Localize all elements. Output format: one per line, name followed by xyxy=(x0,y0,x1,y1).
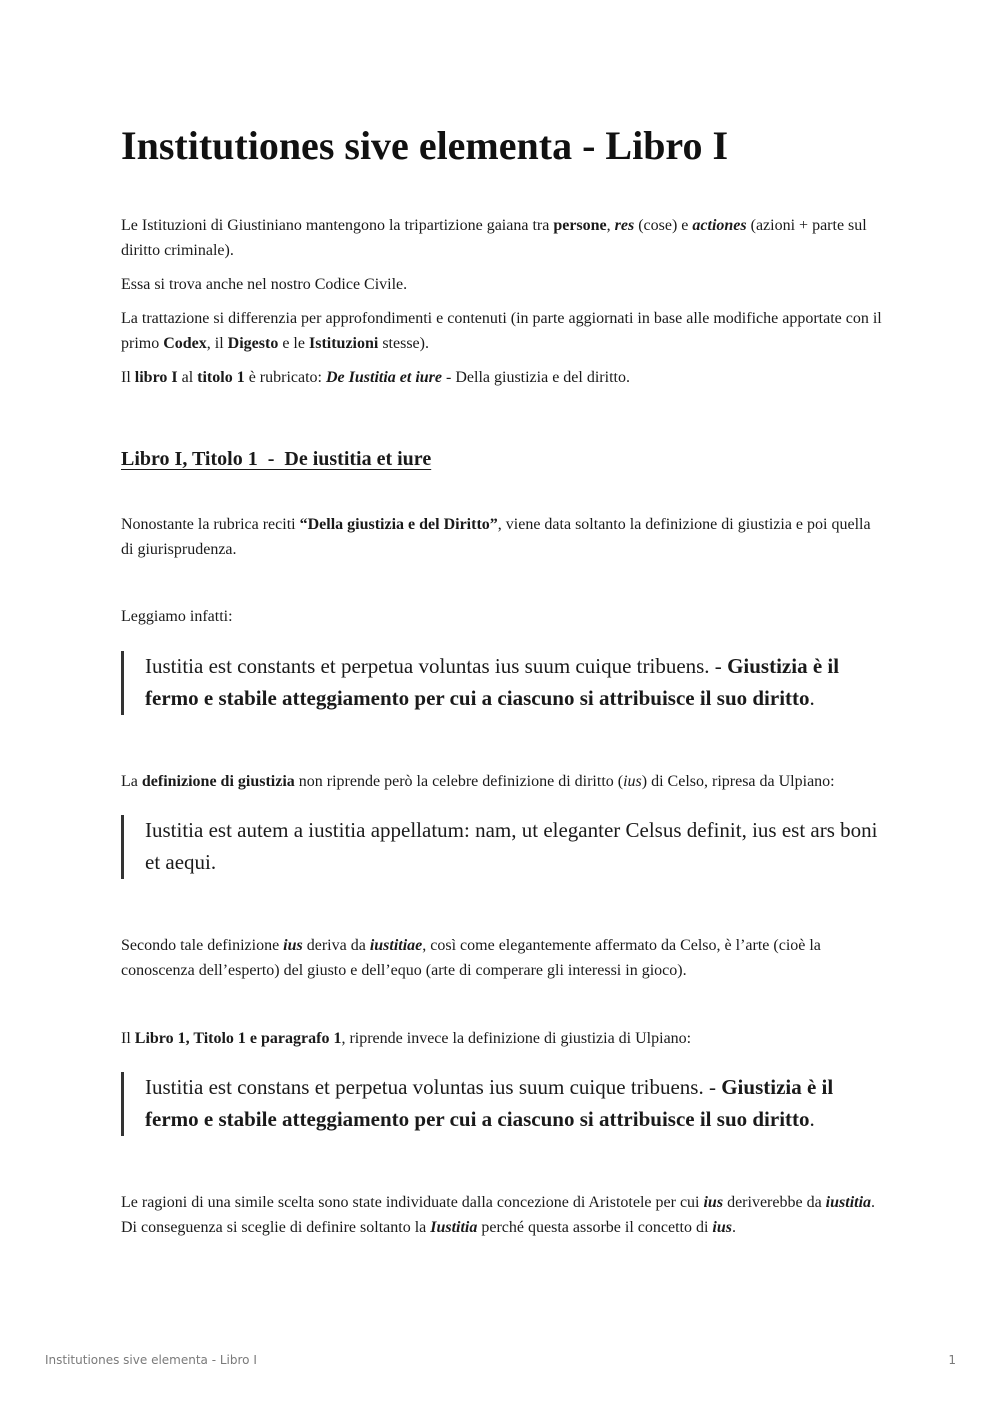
section-paragraph-5: Il Libro 1, Titolo 1 e paragrafo 1, riprende invece la definizione di giustizia di Ulpiano: xyxy=(121,1030,692,1047)
term-ius: ius xyxy=(712,1219,732,1236)
intro-paragraph-4: Il libro I al titolo 1 è rubricato: De Iustitia et iure - Della giustizia e del diritto. xyxy=(121,369,630,386)
term-iustitiae: iustitiae xyxy=(369,937,423,954)
footer-page-number: 1 xyxy=(948,1353,956,1367)
page-title: Institutiones sive elementa - Libro I xyxy=(121,123,729,168)
section-paragraph-4: Secondo tale definizione ius deriva da iustitiae, così come elegantemente affermato da Celso, è l’arte (cioè la conoscenza dell’esperto) del giusto e dell’equo (arte di comperare gli interessi in gioco). xyxy=(121,937,821,979)
intro-paragraph-3: La trattazione si differenzia per approfondimenti e contenuti (in parte aggiornati in base alle modifiche apportate con il primo Codex, il Digesto e le Istituzioni stesse). xyxy=(121,310,882,352)
footer-document-title: Institutiones sive elementa - Libro I xyxy=(45,1353,257,1367)
intro-paragraph-1: Le Istituzioni di Giustiniano mantengono la tripartizione gaiana tra persone, res (cose) e actiones (azioni + parte sul diritto criminale). xyxy=(121,217,867,259)
term-istituzioni: Istituzioni xyxy=(308,335,379,352)
section-paragraph-2: Leggiamo infatti: xyxy=(121,608,233,625)
blockquote-2: Iustitia est autem a iustitia appellatum: nam, ut eleganter Celsus definit, ius est ars boni et aequi. xyxy=(121,815,886,879)
term-ius: ius xyxy=(703,1194,724,1211)
term-libro-i: libro I xyxy=(134,369,178,386)
section-paragraph-6: Le ragioni di una simile scelta sono state individuate dalla concezione di Aristotele per cui ius deriverebbe da iustitia. Di conseguenza si sceglie di definire soltanto la Iustitia perché questa assorbe il concetto di ius. xyxy=(121,1194,876,1236)
section-heading: Libro I, Titolo 1 - De iustitia et iure xyxy=(121,448,432,470)
term-rubrica: De Iustitia et iure xyxy=(326,369,443,386)
term-ius: ius xyxy=(283,937,303,954)
term-iustitia: iustitia xyxy=(825,1194,872,1211)
section-paragraph-1: Nonostante la rubrica reciti “Della giustizia e del Diritto”, viene data soltanto la definizione di giustizia e poi quella di giurisprudenza. xyxy=(121,516,871,558)
term-ius: ius xyxy=(623,773,642,790)
quote-translation: Giustizia è il fermo e stabile atteggiamento per cui a ciascuno si attribuisce il suo diritto xyxy=(145,1075,834,1131)
term-codex: Codex xyxy=(163,335,207,352)
term-reference: Libro 1, Titolo 1 e paragrafo 1 xyxy=(134,1030,342,1047)
quote-translation: Giustizia è il fermo e stabile atteggiamento per cui a ciascuno si attribuisce il suo diritto xyxy=(145,654,840,710)
intro-paragraph-2: Essa si trova anche nel nostro Codice Civile. xyxy=(121,276,408,293)
term-iustitia-capital: Iustitia xyxy=(430,1219,478,1236)
term-digesto: Digesto xyxy=(227,335,279,352)
blockquote-3: Iustitia est constans et perpetua voluntas ius suum cuique tribuens. - Giustizia è il fermo e stabile atteggiamento per cui a ciascuno si attribuisce il suo diritto. xyxy=(121,1072,886,1136)
section-paragraph-3: La definizione di giustizia non riprende però la celebre definizione di diritto (ius) di Celso, ripresa da Ulpiano: xyxy=(121,773,835,790)
term-definizione-giustizia: definizione di giustizia xyxy=(141,773,295,790)
term-rubrica-quote: “Della giustizia e del Diritto” xyxy=(299,516,498,533)
term-persone: persone xyxy=(553,217,607,234)
term-actiones: actiones xyxy=(692,217,747,234)
blockquote-1: Iustitia est constants et perpetua voluntas ius suum cuique tribuens. - Giustizia è il fermo e stabile atteggiamento per cui a ciascuno si attribuisce il suo diritto. xyxy=(121,651,886,715)
term-titolo-1: titolo 1 xyxy=(197,369,245,386)
term-res: res xyxy=(614,217,635,234)
